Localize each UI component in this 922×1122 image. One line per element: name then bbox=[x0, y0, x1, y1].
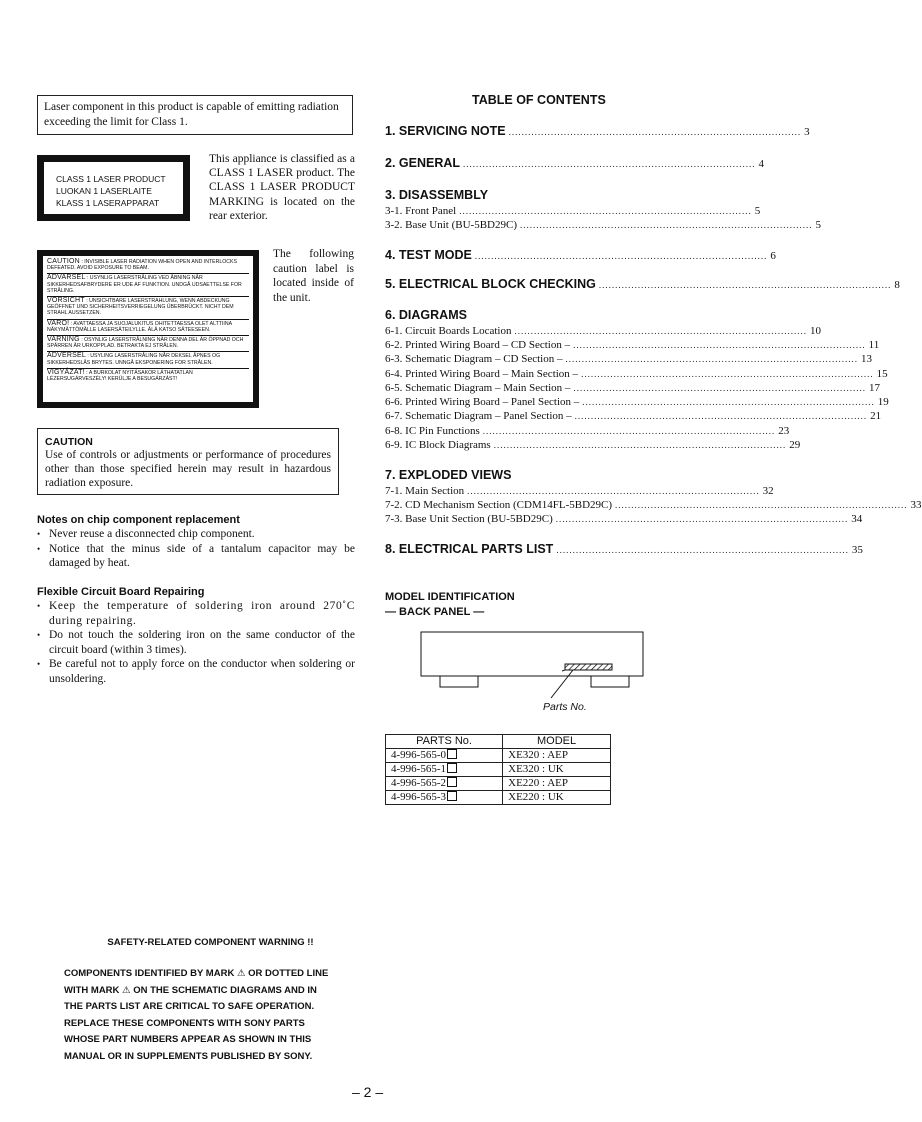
caution-label-graphic bbox=[37, 250, 259, 408]
caution-label-row: VARNING : OSYNLIG LASERSTRÅLNING NÄR DENNA DEL ÄR ÖPPNAD OCH SPÄRREN ÄR URKOPPLAD. BETRAKTA EJ STRÅLEN. bbox=[47, 336, 249, 352]
table-row: 4-996-565-2 XE220 : AEP bbox=[386, 777, 611, 791]
laser-notice-box bbox=[37, 95, 353, 135]
safety-line: WHOSE PART NUMBERS APPEAR AS SHOWN IN THIS bbox=[64, 1034, 312, 1045]
toc-entry[interactable]: 4. TEST MODE .......................................................................................... 6 bbox=[385, 248, 776, 262]
toc-entry[interactable]: 7-3. Base Unit Section (BU-5BD29C) .......................................................................................... 34 bbox=[385, 513, 863, 525]
list-item: • Be careful not to apply force on the conductor when soldering or unsoldering. bbox=[37, 657, 355, 686]
toc-entry[interactable]: 6-3. Schematic Diagram – CD Section – .......................................................................................... 13 bbox=[385, 353, 872, 365]
parts-no-label-area bbox=[565, 664, 612, 670]
toc-entry[interactable]: 6-8. IC Pin Functions .......................................................................................... 23 bbox=[385, 425, 790, 437]
toc-entry[interactable]: 6-2. Printed Wiring Board – CD Section – .......................................................................................... 11 bbox=[385, 339, 880, 351]
table-header: MODEL bbox=[503, 735, 611, 749]
caution-label-row: CAUTION : INVISIBLE LASER RADIATION WHEN OPEN AND INTERLOCKS DEFEATED. AVOID EXPOSURE TO BEAM. bbox=[47, 258, 249, 274]
safety-line: THE PARTS LIST ARE CRITICAL TO SAFE OPERATION. bbox=[64, 1001, 315, 1012]
list-item: • Never reuse a disconnected chip component. bbox=[37, 527, 355, 542]
caution-label-row: VORSICHT : UNSICHTBARE LASERSTRAHLUNG, WENN ABDECKUNG GEÖFFNET UND SICHERHEITSVERRIEGELUNG ÜBERBRÜCKT. NICHT DEM STRAHL AUSSETZEN. bbox=[47, 297, 249, 320]
panel-foot-right bbox=[591, 676, 629, 687]
list-item: • Do not touch the soldering iron on the same conductor of the circuit board (within 3 times). bbox=[37, 628, 355, 657]
safety-warning bbox=[64, 937, 357, 1065]
class-description: This appliance is classified as a CLASS 1 LASER product. The CLASS 1 LASER PRODUCT MARKING is located on the rear exterior. bbox=[209, 153, 355, 222]
checkbox-placeholder-icon bbox=[447, 777, 457, 787]
list-item: • Keep the temperature of soldering iron around 270˚C during repairing. bbox=[37, 599, 355, 628]
toc-entry[interactable]: 3-2. Base Unit (BU-5BD29C) .......................................................................................... 5 bbox=[385, 219, 821, 231]
caution-title: CAUTION bbox=[45, 436, 93, 448]
table-row: 4-996-565-3 XE220 : UK bbox=[386, 791, 611, 805]
back-panel-diagram bbox=[410, 630, 660, 720]
safety-line: WITH MARK ⚠ ON THE SCHEMATIC DIAGRAMS AND IN bbox=[64, 984, 317, 996]
toc-title: TABLE OF CONTENTS bbox=[472, 93, 606, 107]
panel-foot-left bbox=[440, 676, 478, 687]
caution-text: Use of controls or adjustments or performance of procedures other than those specified herein may result in hazardous radiation exposure. bbox=[45, 449, 331, 490]
flex-notes-section bbox=[37, 586, 355, 686]
toc-entry[interactable]: 7-2. CD Mechanism Section (CDM14FL-5BD29C) .......................................................................................... 33 bbox=[385, 499, 922, 511]
model-id-title: MODEL IDENTIFICATION bbox=[385, 591, 515, 603]
toc-entry[interactable]: 2. GENERAL .......................................................................................... 4 bbox=[385, 156, 765, 170]
toc-entry[interactable]: 5. ELECTRICAL BLOCK CHECKING .......................................................................................... 8 bbox=[385, 277, 900, 291]
table-row: 4-996-565-1 XE320 : UK bbox=[386, 763, 611, 777]
caution-label-row: VIGYÁZAT! : A BURKOLAT NYITÁSAKOR LÁTHATATLAN LÉZERSUGÁRVESZÉLY! KERÜLJE A BESUGÁRZÁST! bbox=[47, 368, 193, 383]
class-label-line: KLASS 1 LASERAPPARAT bbox=[56, 198, 160, 208]
class-label-line: LUOKAN 1 LASERLAITE bbox=[56, 186, 152, 196]
class-label-line: CLASS 1 LASER PRODUCT bbox=[56, 174, 166, 184]
checkbox-placeholder-icon bbox=[447, 749, 457, 759]
toc-entry[interactable]: 8. ELECTRICAL PARTS LIST .......................................................................................... 35 bbox=[385, 542, 863, 556]
table-header: PARTS No. bbox=[386, 735, 503, 749]
toc-entry[interactable]: 6-6. Printed Wiring Board – Panel Section – .......................................................................................... 19 bbox=[385, 396, 889, 408]
flex-notes-title: Flexible Circuit Board Repairing bbox=[37, 586, 205, 598]
caution-label-row: ADVARSEL : USYNLIG LASERSTRÅLING VED ÅBNING NÅR SIKKERHEDSAFBRYDERE ER UDE AF FUNKTION. UNDGÅ UDSAETTELSE FOR STRÅLING. bbox=[47, 274, 249, 297]
safety-title: SAFETY-RELATED COMPONENT WARNING !! bbox=[107, 937, 314, 948]
safety-line: REPLACE THESE COMPONENTS WITH SONY PARTS bbox=[64, 1017, 305, 1029]
toc-entry[interactable]: 7-1. Main Section .......................................................................................... 32 bbox=[385, 485, 774, 497]
toc-entry[interactable]: 6-7. Schematic Diagram – Panel Section – .......................................................................................... 21 bbox=[385, 410, 882, 422]
caution-label-location-text: The following caution label is located inside of the unit. bbox=[273, 248, 354, 304]
toc-entry[interactable]: 6-9. IC Block Diagrams .......................................................................................... 29 bbox=[385, 439, 801, 451]
safety-line: COMPONENTS IDENTIFIED BY MARK ⚠ OR DOTTED LINE bbox=[64, 968, 329, 979]
parts-no-callout: Parts No. bbox=[543, 701, 587, 713]
caution-label-row: ADVERSEL : USYLING LASERSTRÅLING NÅR DEKSEL ÅPNES OG SIKKERHEDSLÅS BRYTES. UNNGÅ EKSPONERING FOR STRÅLEN. bbox=[47, 352, 249, 368]
checkbox-placeholder-icon bbox=[447, 791, 457, 801]
caution-label-row: VARO! : AVATTAESSA JA SUOJALUKITUS OHITETTAESSA OLET ALTTIINA NÄKYMÄTTÖMÄLLE LASERSÄTEILYLLE. ÄLÄ KATSO SÄTEESEEN. bbox=[47, 320, 249, 336]
model-identification-heading bbox=[385, 590, 515, 620]
model-id-subtitle: — BACK PANEL — bbox=[385, 606, 485, 618]
list-item: • Notice that the minus side of a tantalum capacitor may be damaged by heat. bbox=[37, 542, 355, 571]
page-number: – 2 – bbox=[352, 1084, 384, 1100]
toc-entry[interactable]: 1. SERVICING NOTE .......................................................................................... 3 bbox=[385, 124, 810, 138]
toc-entry[interactable]: 3-1. Front Panel .......................................................................................... 5 bbox=[385, 205, 761, 217]
checkbox-placeholder-icon bbox=[447, 763, 457, 773]
class1-laser-label bbox=[37, 155, 190, 221]
model-parts-table bbox=[385, 734, 611, 805]
toc-heading[interactable]: 6. DIAGRAMS bbox=[385, 308, 467, 322]
table-row: 4-996-565-0 XE320 : AEP bbox=[386, 749, 611, 763]
laser-notice-text: Laser component in this product is capable of emitting radiation exceeding the limit for Class 1. bbox=[44, 101, 339, 128]
toc-heading[interactable]: 3. DISASSEMBLY bbox=[385, 188, 489, 202]
safety-line: MANUAL OR IN SUPPLEMENTS PUBLISHED BY SONY. bbox=[64, 1050, 313, 1062]
toc-entry[interactable]: 6-5. Schematic Diagram – Main Section – .......................................................................................... 17 bbox=[385, 382, 880, 394]
caution-box bbox=[37, 428, 339, 495]
chip-notes-title: Notes on chip component replacement bbox=[37, 514, 240, 526]
toc-heading[interactable]: 7. EXPLODED VIEWS bbox=[385, 468, 512, 482]
chip-notes-section bbox=[37, 514, 355, 571]
toc-entry[interactable]: 6-4. Printed Wiring Board – Main Section – .......................................................................................... 15 bbox=[385, 368, 888, 380]
toc-entry[interactable]: 6-1. Circuit Boards Location .......................................................................................... 10 bbox=[385, 325, 821, 337]
